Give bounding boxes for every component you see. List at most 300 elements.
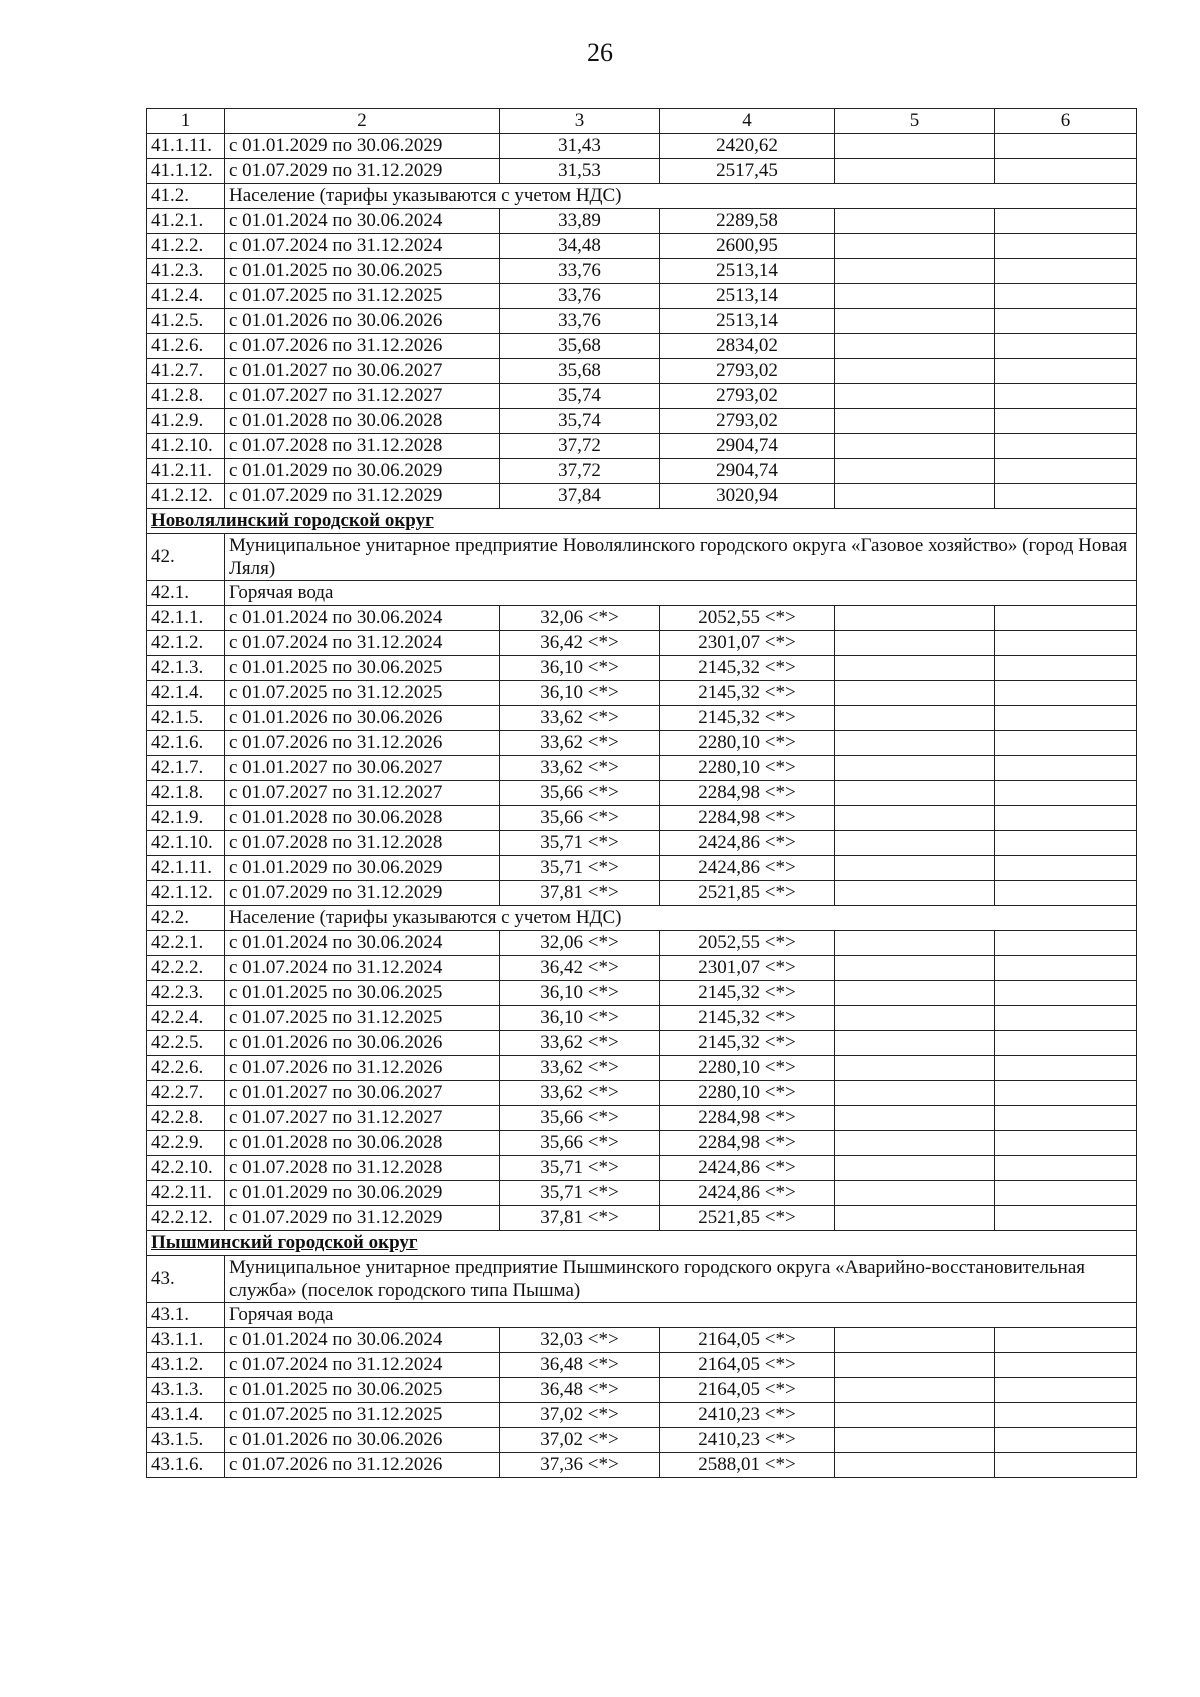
value-col3: 31,53 (500, 159, 660, 184)
empty-col6 (995, 434, 1137, 459)
value-col3: 33,62 <*> (500, 731, 660, 756)
value-col4: 2513,14 (660, 284, 835, 309)
table-row (147, 1328, 1137, 1353)
value-col3: 36,48 <*> (500, 1353, 660, 1378)
row-number: 42.2.2. (147, 956, 225, 981)
period-cell: с 01.01.2029 по 30.06.2029 (225, 856, 500, 881)
header-row (147, 109, 1137, 134)
table-row (147, 856, 1137, 881)
organization-name: Муниципальное унитарное предприятие Пышминского городского округа «Аварийно-восстановительная служба» (поселок городского типа Пышма) (225, 1256, 1137, 1303)
row-number: 41.1.11. (147, 134, 225, 159)
group-row (147, 906, 1137, 931)
tariff-table (146, 108, 1137, 1478)
table-row (147, 1156, 1137, 1181)
empty-col5 (835, 781, 995, 806)
period-cell: с 01.07.2024 по 31.12.2024 (225, 631, 500, 656)
organization-row (147, 1256, 1137, 1303)
empty-col6 (995, 631, 1137, 656)
value-col4: 2164,05 <*> (660, 1328, 835, 1353)
value-col3: 33,62 <*> (500, 1031, 660, 1056)
value-col3: 32,06 <*> (500, 931, 660, 956)
value-col3: 32,06 <*> (500, 606, 660, 631)
row-number: 42.2.10. (147, 1156, 225, 1181)
period-cell: с 01.07.2026 по 31.12.2026 (225, 334, 500, 359)
value-col3: 37,81 <*> (500, 1206, 660, 1231)
row-number: 41.1.12. (147, 159, 225, 184)
period-cell: с 01.01.2027 по 30.06.2027 (225, 756, 500, 781)
row-number: 41.2.1. (147, 209, 225, 234)
period-cell: с 01.07.2024 по 31.12.2024 (225, 234, 500, 259)
value-col4: 2280,10 <*> (660, 1081, 835, 1106)
value-col3: 37,02 <*> (500, 1428, 660, 1453)
empty-col6 (995, 1106, 1137, 1131)
empty-col5 (835, 656, 995, 681)
period-cell: с 01.07.2029 по 31.12.2029 (225, 881, 500, 906)
section-title: Пышминский городской округ (147, 1231, 1137, 1256)
value-col4: 2280,10 <*> (660, 731, 835, 756)
row-number: 43.1.5. (147, 1428, 225, 1453)
value-col4: 2410,23 <*> (660, 1403, 835, 1428)
value-col4: 2145,32 <*> (660, 1031, 835, 1056)
period-cell: с 01.01.2028 по 30.06.2028 (225, 409, 500, 434)
empty-col5 (835, 209, 995, 234)
period-cell: с 01.01.2024 по 30.06.2024 (225, 1328, 500, 1353)
empty-col5 (835, 434, 995, 459)
row-number: 42.1.3. (147, 656, 225, 681)
row-number: 42.1.11. (147, 856, 225, 881)
empty-col5 (835, 881, 995, 906)
empty-col5 (835, 1131, 995, 1156)
table-row (147, 1403, 1137, 1428)
value-col3: 35,74 (500, 409, 660, 434)
table-row (147, 259, 1137, 284)
empty-col5 (835, 731, 995, 756)
value-col4: 2301,07 <*> (660, 631, 835, 656)
value-col4: 2284,98 <*> (660, 1131, 835, 1156)
value-col3: 37,36 <*> (500, 1453, 660, 1478)
value-col3: 33,62 <*> (500, 1056, 660, 1081)
table-row (147, 631, 1137, 656)
table-row (147, 284, 1137, 309)
row-number: 42.1.2. (147, 631, 225, 656)
row-number: 42.2.4. (147, 1006, 225, 1031)
empty-col6 (995, 756, 1137, 781)
empty-col5 (835, 606, 995, 631)
value-col3: 35,71 <*> (500, 856, 660, 881)
row-number: 42.2.3. (147, 981, 225, 1006)
empty-col6 (995, 681, 1137, 706)
empty-col5 (835, 1378, 995, 1403)
value-col4: 2424,86 <*> (660, 1181, 835, 1206)
row-number: 42.1.8. (147, 781, 225, 806)
empty-col6 (995, 209, 1137, 234)
row-number: 41.2.9. (147, 409, 225, 434)
empty-col6 (995, 881, 1137, 906)
empty-col5 (835, 284, 995, 309)
period-cell: с 01.01.2025 по 30.06.2025 (225, 1378, 500, 1403)
value-col4: 2834,02 (660, 334, 835, 359)
row-number: 42.2.7. (147, 1081, 225, 1106)
empty-col5 (835, 1031, 995, 1056)
row-number: 42.1.10. (147, 831, 225, 856)
row-number: 42.2.9. (147, 1131, 225, 1156)
value-col4: 2284,98 <*> (660, 806, 835, 831)
group-title: Население (тарифы указываются с учетом НДС) (225, 184, 1137, 209)
row-number: 41.2.2. (147, 234, 225, 259)
row-number: 41.2.8. (147, 384, 225, 409)
row-number: 41.2.5. (147, 309, 225, 334)
table-row (147, 1081, 1137, 1106)
value-col4: 2793,02 (660, 384, 835, 409)
value-col3: 34,48 (500, 234, 660, 259)
value-col4: 2145,32 <*> (660, 706, 835, 731)
row-number: 42.1.5. (147, 706, 225, 731)
table-row (147, 384, 1137, 409)
value-col4: 2793,02 (660, 359, 835, 384)
value-col3: 35,71 <*> (500, 1181, 660, 1206)
empty-col6 (995, 459, 1137, 484)
empty-col6 (995, 731, 1137, 756)
header-cell: 4 (660, 109, 835, 134)
row-number: 42.2.5. (147, 1031, 225, 1056)
empty-col5 (835, 234, 995, 259)
tariff-table-body (147, 109, 1137, 1478)
empty-col6 (995, 334, 1137, 359)
empty-col6 (995, 1206, 1137, 1231)
value-col4: 2052,55 <*> (660, 606, 835, 631)
empty-col5 (835, 1328, 995, 1353)
header-cell: 1 (147, 109, 225, 134)
table-row (147, 1031, 1137, 1056)
empty-col6 (995, 1031, 1137, 1056)
value-col4: 2164,05 <*> (660, 1353, 835, 1378)
empty-col5 (835, 384, 995, 409)
header-cell: 2 (225, 109, 500, 134)
period-cell: с 01.01.2026 по 30.06.2026 (225, 706, 500, 731)
row-number: 41.2.10. (147, 434, 225, 459)
table-row (147, 134, 1137, 159)
group-row (147, 581, 1137, 606)
period-cell: с 01.07.2029 по 31.12.2029 (225, 1206, 500, 1231)
period-cell: с 01.01.2025 по 30.06.2025 (225, 656, 500, 681)
empty-col5 (835, 631, 995, 656)
period-cell: с 01.07.2028 по 31.12.2028 (225, 831, 500, 856)
empty-col6 (995, 484, 1137, 509)
value-col3: 37,72 (500, 459, 660, 484)
table-row (147, 1056, 1137, 1081)
row-number: 41.2.4. (147, 284, 225, 309)
empty-col6 (995, 309, 1137, 334)
value-col3: 33,76 (500, 309, 660, 334)
table-row (147, 806, 1137, 831)
value-col4: 2284,98 <*> (660, 1106, 835, 1131)
empty-col5 (835, 806, 995, 831)
empty-col5 (835, 1453, 995, 1478)
value-col4: 2284,98 <*> (660, 781, 835, 806)
value-col3: 33,89 (500, 209, 660, 234)
empty-col5 (835, 1181, 995, 1206)
row-number: 43. (147, 1256, 225, 1303)
row-number: 43.1.1. (147, 1328, 225, 1353)
row-number: 42.2.1. (147, 931, 225, 956)
row-number: 43.1.2. (147, 1353, 225, 1378)
empty-col6 (995, 134, 1137, 159)
empty-col6 (995, 234, 1137, 259)
empty-col5 (835, 1403, 995, 1428)
value-col3: 35,68 (500, 359, 660, 384)
value-col3: 36,42 <*> (500, 956, 660, 981)
empty-col5 (835, 1081, 995, 1106)
row-number: 41.2.12. (147, 484, 225, 509)
period-cell: с 01.01.2026 по 30.06.2026 (225, 1031, 500, 1056)
value-col4: 2420,62 (660, 134, 835, 159)
empty-col5 (835, 1056, 995, 1081)
empty-col5 (835, 831, 995, 856)
value-col3: 35,66 <*> (500, 806, 660, 831)
table-row (147, 656, 1137, 681)
empty-col6 (995, 956, 1137, 981)
period-cell: с 01.07.2025 по 31.12.2025 (225, 1403, 500, 1428)
group-title: Горячая вода (225, 581, 1137, 606)
row-number: 43.1.3. (147, 1378, 225, 1403)
table-row (147, 309, 1137, 334)
row-number: 42.2.8. (147, 1106, 225, 1131)
value-col3: 35,66 <*> (500, 1106, 660, 1131)
period-cell: с 01.07.2025 по 31.12.2025 (225, 681, 500, 706)
period-cell: с 01.01.2025 по 30.06.2025 (225, 981, 500, 1006)
empty-col5 (835, 484, 995, 509)
table-row (147, 1378, 1137, 1403)
row-number: 42.1. (147, 581, 225, 606)
row-number: 41.2.11. (147, 459, 225, 484)
empty-col5 (835, 981, 995, 1006)
value-col4: 2521,85 <*> (660, 1206, 835, 1231)
empty-col5 (835, 931, 995, 956)
group-title: Население (тарифы указываются с учетом НДС) (225, 906, 1137, 931)
value-col3: 37,72 (500, 434, 660, 459)
row-number: 41.2. (147, 184, 225, 209)
value-col3: 35,71 <*> (500, 831, 660, 856)
period-cell: с 01.01.2026 по 30.06.2026 (225, 309, 500, 334)
table-row (147, 1428, 1137, 1453)
period-cell: с 01.07.2029 по 31.12.2029 (225, 484, 500, 509)
empty-col5 (835, 756, 995, 781)
period-cell: с 01.01.2025 по 30.06.2025 (225, 259, 500, 284)
row-number: 42.1.1. (147, 606, 225, 631)
row-number: 42.2. (147, 906, 225, 931)
period-cell: с 01.01.2027 по 30.06.2027 (225, 1081, 500, 1106)
organization-name: Муниципальное унитарное предприятие Новолялинского городского округа «Газовое хозяйство» (город Новая Ляля) (225, 534, 1137, 581)
value-col4: 2600,95 (660, 234, 835, 259)
table-row (147, 781, 1137, 806)
empty-col5 (835, 309, 995, 334)
empty-col5 (835, 134, 995, 159)
value-col3: 36,10 <*> (500, 981, 660, 1006)
empty-col6 (995, 284, 1137, 309)
table-row (147, 159, 1137, 184)
value-col4: 2521,85 <*> (660, 881, 835, 906)
empty-col5 (835, 706, 995, 731)
row-number: 42.1.6. (147, 731, 225, 756)
period-cell: с 01.01.2027 по 30.06.2027 (225, 359, 500, 384)
empty-col6 (995, 1131, 1137, 1156)
value-col4: 2793,02 (660, 409, 835, 434)
period-cell: с 01.01.2029 по 30.06.2029 (225, 1181, 500, 1206)
table-row (147, 981, 1137, 1006)
empty-col6 (995, 831, 1137, 856)
empty-col6 (995, 1056, 1137, 1081)
empty-col6 (995, 359, 1137, 384)
value-col4: 2145,32 <*> (660, 656, 835, 681)
value-col3: 36,10 <*> (500, 681, 660, 706)
value-col3: 36,10 <*> (500, 656, 660, 681)
period-cell: с 01.01.2024 по 30.06.2024 (225, 606, 500, 631)
table-row (147, 234, 1137, 259)
table-row (147, 881, 1137, 906)
value-col4: 2904,74 (660, 459, 835, 484)
value-col3: 33,62 <*> (500, 1081, 660, 1106)
group-row (147, 184, 1137, 209)
value-col4: 2517,45 (660, 159, 835, 184)
period-cell: с 01.01.2026 по 30.06.2026 (225, 1428, 500, 1453)
empty-col6 (995, 159, 1137, 184)
empty-col6 (995, 781, 1137, 806)
period-cell: с 01.07.2024 по 31.12.2024 (225, 1353, 500, 1378)
value-col4: 2052,55 <*> (660, 931, 835, 956)
value-col3: 36,42 <*> (500, 631, 660, 656)
empty-col6 (995, 856, 1137, 881)
empty-col5 (835, 259, 995, 284)
period-cell: с 01.07.2029 по 31.12.2029 (225, 159, 500, 184)
period-cell: с 01.07.2025 по 31.12.2025 (225, 284, 500, 309)
table-row (147, 209, 1137, 234)
empty-col6 (995, 606, 1137, 631)
value-col4: 3020,94 (660, 484, 835, 509)
empty-col5 (835, 856, 995, 881)
empty-col6 (995, 1081, 1137, 1106)
value-col4: 2280,10 <*> (660, 1056, 835, 1081)
empty-col6 (995, 1328, 1137, 1353)
table-row (147, 334, 1137, 359)
row-number: 41.2.6. (147, 334, 225, 359)
value-col3: 37,81 <*> (500, 881, 660, 906)
period-cell: с 01.07.2026 по 31.12.2026 (225, 731, 500, 756)
empty-col5 (835, 359, 995, 384)
row-number: 42.1.12. (147, 881, 225, 906)
empty-col6 (995, 1453, 1137, 1478)
period-cell: с 01.07.2026 по 31.12.2026 (225, 1453, 500, 1478)
empty-col5 (835, 1156, 995, 1181)
value-col3: 37,02 <*> (500, 1403, 660, 1428)
period-cell: с 01.07.2025 по 31.12.2025 (225, 1006, 500, 1031)
row-number: 43.1.4. (147, 1403, 225, 1428)
empty-col6 (995, 409, 1137, 434)
value-col3: 35,74 (500, 384, 660, 409)
value-col4: 2289,58 (660, 209, 835, 234)
value-col4: 2904,74 (660, 434, 835, 459)
group-row (147, 1303, 1137, 1328)
table-row (147, 706, 1137, 731)
empty-col5 (835, 1206, 995, 1231)
value-col3: 35,66 <*> (500, 1131, 660, 1156)
row-number: 43.1. (147, 1303, 225, 1328)
period-cell: с 01.07.2024 по 31.12.2024 (225, 956, 500, 981)
value-col3: 32,03 <*> (500, 1328, 660, 1353)
value-col4: 2145,32 <*> (660, 681, 835, 706)
table-row (147, 1206, 1137, 1231)
table-row (147, 359, 1137, 384)
empty-col6 (995, 1006, 1137, 1031)
header-cell: 6 (995, 109, 1137, 134)
empty-col5 (835, 1106, 995, 1131)
empty-col6 (995, 384, 1137, 409)
table-row (147, 956, 1137, 981)
empty-col5 (835, 1353, 995, 1378)
empty-col6 (995, 1353, 1137, 1378)
row-number: 41.2.3. (147, 259, 225, 284)
table-row (147, 606, 1137, 631)
period-cell: с 01.01.2024 по 30.06.2024 (225, 209, 500, 234)
row-number: 42.1.9. (147, 806, 225, 831)
value-col3: 33,62 <*> (500, 756, 660, 781)
organization-row (147, 534, 1137, 581)
table-row (147, 1106, 1137, 1131)
table-row (147, 1353, 1137, 1378)
table-row (147, 1006, 1137, 1031)
table-row (147, 1181, 1137, 1206)
value-col4: 2424,86 <*> (660, 856, 835, 881)
value-col4: 2588,01 <*> (660, 1453, 835, 1478)
row-number: 42.1.4. (147, 681, 225, 706)
period-cell: с 01.07.2026 по 31.12.2026 (225, 1056, 500, 1081)
table-row (147, 681, 1137, 706)
empty-col6 (995, 706, 1137, 731)
value-col4: 2513,14 (660, 309, 835, 334)
empty-col5 (835, 1428, 995, 1453)
row-number: 42.1.7. (147, 756, 225, 781)
value-col3: 35,71 <*> (500, 1156, 660, 1181)
value-col4: 2145,32 <*> (660, 981, 835, 1006)
empty-col6 (995, 1181, 1137, 1206)
period-cell: с 01.01.2029 по 30.06.2029 (225, 459, 500, 484)
empty-col5 (835, 681, 995, 706)
group-title: Горячая вода (225, 1303, 1137, 1328)
table-row (147, 434, 1137, 459)
row-number: 42.2.11. (147, 1181, 225, 1206)
header-cell: 3 (500, 109, 660, 134)
value-col4: 2513,14 (660, 259, 835, 284)
row-number: 42. (147, 534, 225, 581)
value-col4: 2424,86 <*> (660, 1156, 835, 1181)
value-col3: 35,68 (500, 334, 660, 359)
empty-col5 (835, 334, 995, 359)
empty-col6 (995, 806, 1137, 831)
table-row (147, 931, 1137, 956)
value-col3: 36,48 <*> (500, 1378, 660, 1403)
value-col3: 33,76 (500, 259, 660, 284)
section-row (147, 1231, 1137, 1256)
empty-col6 (995, 1156, 1137, 1181)
value-col3: 36,10 <*> (500, 1006, 660, 1031)
period-cell: с 01.01.2028 по 30.06.2028 (225, 806, 500, 831)
row-number: 41.2.7. (147, 359, 225, 384)
empty-col6 (995, 1428, 1137, 1453)
period-cell: с 01.01.2024 по 30.06.2024 (225, 931, 500, 956)
empty-col6 (995, 656, 1137, 681)
period-cell: с 01.07.2027 по 31.12.2027 (225, 1106, 500, 1131)
value-col4: 2424,86 <*> (660, 831, 835, 856)
value-col4: 2410,23 <*> (660, 1428, 835, 1453)
